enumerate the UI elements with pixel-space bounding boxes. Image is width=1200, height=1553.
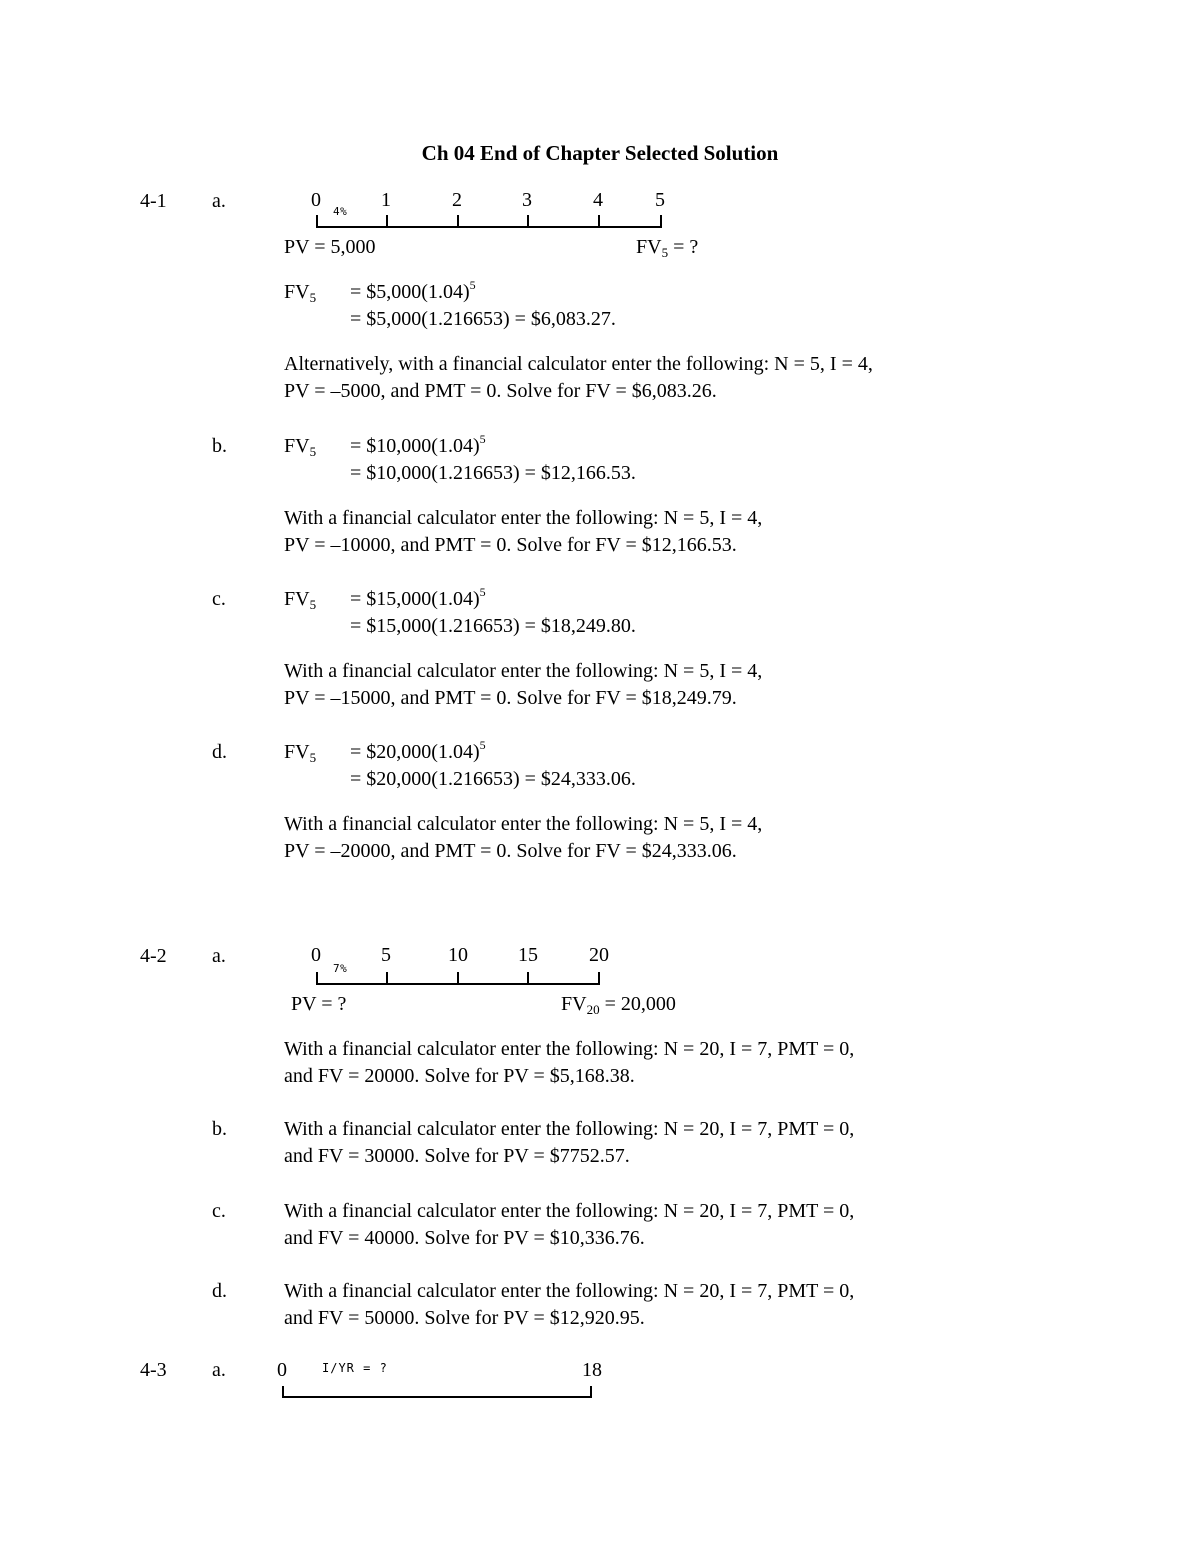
part-label: b.	[212, 435, 227, 457]
interest-rate-label: 4%	[333, 205, 348, 218]
equation-line: = $10,000(1.216653) = $12,166.53.	[350, 462, 636, 484]
part-label: c.	[212, 1200, 226, 1222]
equation-line: = $20,000(1.216653) = $24,333.06.	[350, 768, 636, 790]
page-title: Ch 04 End of Chapter Selected Solution	[421, 141, 779, 165]
calculator-text: PV = –20000, and PMT = 0. Solve for FV = $24,333.06.	[284, 840, 737, 862]
problem-number: 4-1	[140, 190, 167, 212]
part-label: a.	[212, 945, 226, 967]
equation-line: = $5,000(1.216653) = $6,083.27.	[350, 308, 616, 330]
calculator-text: With a financial calculator enter the following: N = 20, I = 7, PMT = 0,	[284, 1280, 855, 1302]
calculator-text: Alternatively, with a financial calculator enter the following: N = 5, I = 4,	[284, 353, 873, 375]
timeline-axis	[282, 1396, 592, 1398]
timeline-tick-label: 3	[522, 189, 532, 211]
timeline-axis	[316, 226, 662, 228]
part-label: d.	[212, 741, 227, 763]
part-label: d.	[212, 1280, 227, 1302]
calculator-text: and FV = 50000. Solve for PV = $12,920.95.	[284, 1307, 645, 1329]
equation-line: = $\$20,000(1.04)^5$	[350, 738, 486, 763]
timeline-tick-label: 4	[593, 189, 603, 211]
calculator-text: With a financial calculator enter the following: N = 5, I = 4,	[284, 660, 763, 682]
part-label: c.	[212, 588, 226, 610]
calculator-text: With a financial calculator enter the following: N = 20, I = 7, PMT = 0,	[284, 1200, 855, 1222]
calculator-text: and FV = 30000. Solve for PV = $7752.57.	[284, 1145, 630, 1167]
timeline-tick-label: 20	[589, 944, 609, 966]
calculator-text: With a financial calculator enter the following: N = 20, I = 7, PMT = 0,	[284, 1118, 855, 1140]
fv-label: $FV_5$	[284, 281, 317, 305]
timeline-axis	[316, 983, 600, 985]
equation-line: = $\$10,000(1.04)^5$	[350, 432, 486, 457]
calculator-text: and FV = 40000. Solve for PV = $10,336.76.	[284, 1227, 645, 1249]
present-value-label: PV = 5,000	[284, 236, 376, 258]
fv-label: $FV_5$	[284, 588, 317, 612]
part-label: b.	[212, 1118, 227, 1140]
interest-rate-label: I/YR = ?	[322, 1361, 388, 1375]
calculator-text: With a financial calculator enter the following: N = 5, I = 4,	[284, 507, 763, 529]
timeline-tick-label: 0	[277, 1359, 287, 1381]
interest-rate-label: 7%	[333, 962, 348, 975]
calculator-text: PV = –15000, and PMT = 0. Solve for FV = $18,249.79.	[284, 687, 737, 709]
calculator-text: and FV = 20000. Solve for PV = $5,168.38.	[284, 1065, 635, 1087]
calculator-text: PV = –10000, and PMT = 0. Solve for FV = $12,166.53.	[284, 534, 737, 556]
future-value-label: $FV_5$ = ?	[636, 236, 699, 260]
timeline-tick-label: 5	[381, 944, 391, 966]
fv-label: $FV_5$	[284, 435, 317, 459]
future-value-label: $FV_{20} = 20,000$	[561, 993, 676, 1017]
equation-line: = $\$15,000(1.04)^5$	[350, 585, 486, 610]
timeline-tick-label: 0	[311, 189, 321, 211]
timeline-tick-label: 5	[655, 189, 665, 211]
equation-line: = $15,000(1.216653) = $18,249.80.	[350, 615, 636, 637]
timeline-tick-label: 0	[311, 944, 321, 966]
timeline-tick-label: 18	[582, 1359, 602, 1381]
fv-label: $FV_5$	[284, 741, 317, 765]
equation-line: = $\$5,000(1.04)^5$	[350, 278, 476, 303]
timeline-tick-label: 10	[448, 944, 468, 966]
timeline-tick-label: 2	[452, 189, 462, 211]
timeline-tick-label: 1	[381, 189, 391, 211]
part-label: a.	[212, 190, 226, 212]
problem-number: 4-2	[140, 945, 167, 967]
calculator-text: With a financial calculator enter the following: N = 5, I = 4,	[284, 813, 763, 835]
timeline-tick-label: 15	[518, 944, 538, 966]
problem-number: 4-3	[140, 1359, 167, 1381]
part-label: a.	[212, 1359, 226, 1381]
calculator-text: PV = –5000, and PMT = 0. Solve for FV = $6,083.26.	[284, 380, 717, 402]
calculator-text: With a financial calculator enter the following: N = 20, I = 7, PMT = 0,	[284, 1038, 855, 1060]
present-value-label: PV = ?	[291, 993, 347, 1015]
